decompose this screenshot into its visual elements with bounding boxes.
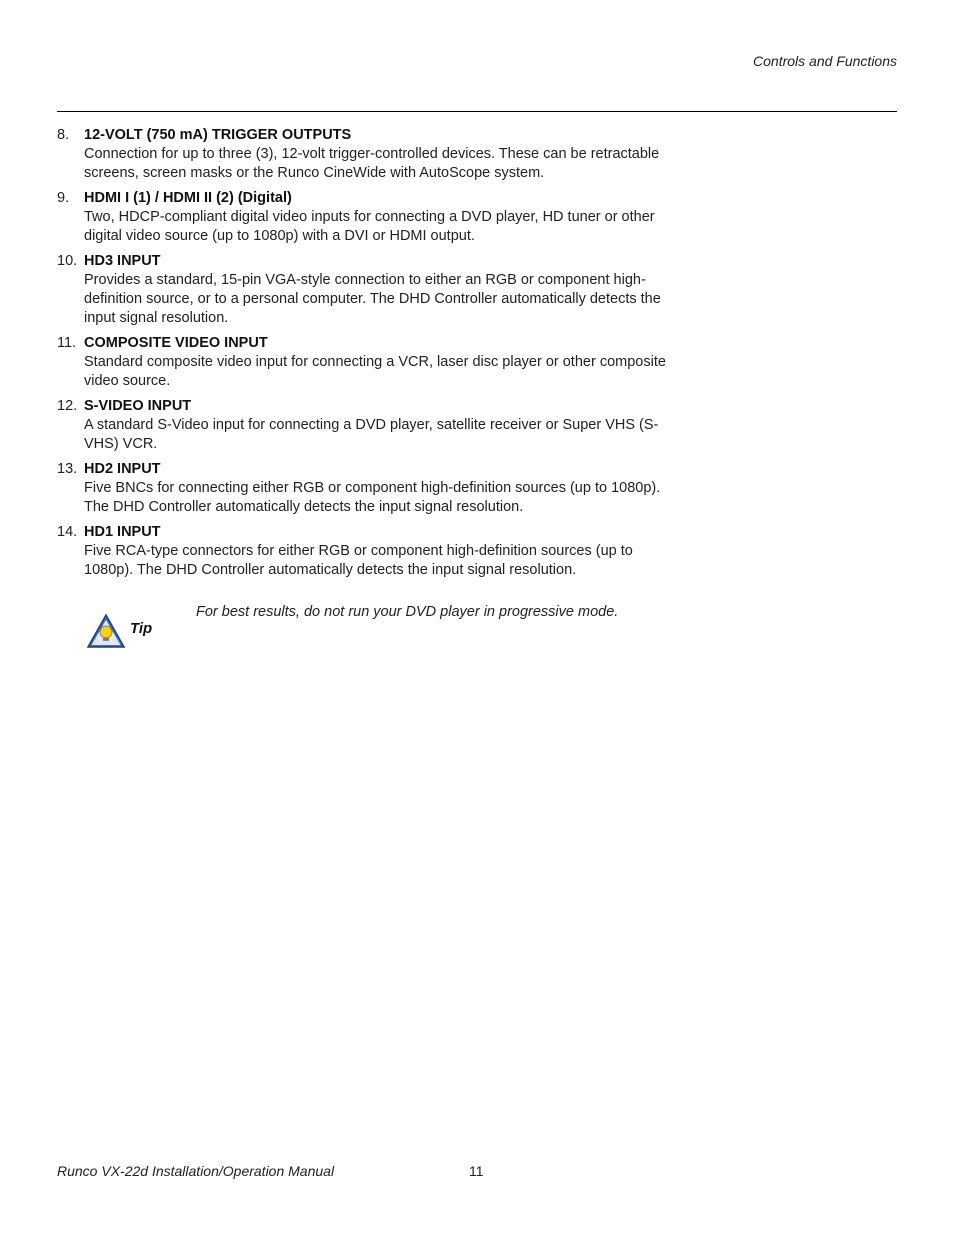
tip-text: For best results, do not run your DVD player in progressive mode. [196, 604, 619, 620]
item-title: 12-VOLT (750 mA) TRIGGER OUTPUTS [84, 127, 352, 143]
item-number: 8. [57, 127, 70, 143]
list-item [57, 126, 677, 183]
header-rule [57, 111, 897, 112]
list-item [57, 189, 677, 246]
item-number: 14. [57, 524, 78, 540]
item-description: Five RCA-type connectors for either RGB or component high-definition sources (up to 1080p). The DHD Controller automatically detects the input signal resolution. [84, 543, 633, 578]
item-title: HD2 INPUT [84, 461, 161, 477]
tip-label: Tip [130, 620, 153, 637]
item-description: Connection for up to three (3), 12-volt trigger-controlled devices. These can be retractable screens, screen masks or the Runco CineWide with AutoScope system. [84, 146, 660, 181]
item-title: COMPOSITE VIDEO INPUT [84, 335, 268, 351]
item-number: 9. [57, 190, 70, 206]
list-item [57, 397, 677, 454]
list-item [57, 523, 677, 580]
item-description: Five BNCs for connecting either RGB or component high-definition sources (up to 1080p). The DHD Controller automatically detects the input signal resolution. [84, 480, 661, 515]
item-number: 10. [57, 253, 78, 269]
item-title: HD1 INPUT [84, 524, 161, 540]
footer-manual-title: Runco VX-22d Installation/Operation Manual [57, 1163, 335, 1179]
item-title: HD3 INPUT [84, 253, 161, 269]
tip-callout [86, 603, 686, 653]
connector-list [57, 126, 677, 586]
item-number: 11. [57, 335, 77, 351]
lightbulb-warning-icon [86, 613, 126, 649]
list-item [57, 460, 677, 517]
item-description: Standard composite video input for connecting a VCR, laser disc player or other composite video source. [84, 354, 666, 389]
item-description: Provides a standard, 15-pin VGA-style connection to either an RGB or component high-definition source, or to a personal computer. The DHD Controller automatically detects the input signal resolution. [84, 272, 661, 326]
item-description: A standard S-Video input for connecting a DVD player, satellite receiver or Super VHS (S-VHS) VCR. [84, 417, 659, 452]
list-item [57, 252, 677, 328]
page-number: 11 [469, 1163, 484, 1179]
item-number: 13. [57, 461, 78, 477]
list-item [57, 334, 677, 391]
item-title: S-VIDEO INPUT [84, 398, 192, 414]
item-number: 12. [57, 398, 78, 414]
item-title: HDMI I (1) / HDMI II (2) (Digital) [84, 190, 292, 206]
running-header: Controls and Functions [753, 53, 897, 69]
item-description: Two, HDCP-compliant digital video inputs for connecting a DVD player, HD tuner or other digital video source (up to 1080p) with a DVI or HDMI output. [84, 209, 655, 244]
